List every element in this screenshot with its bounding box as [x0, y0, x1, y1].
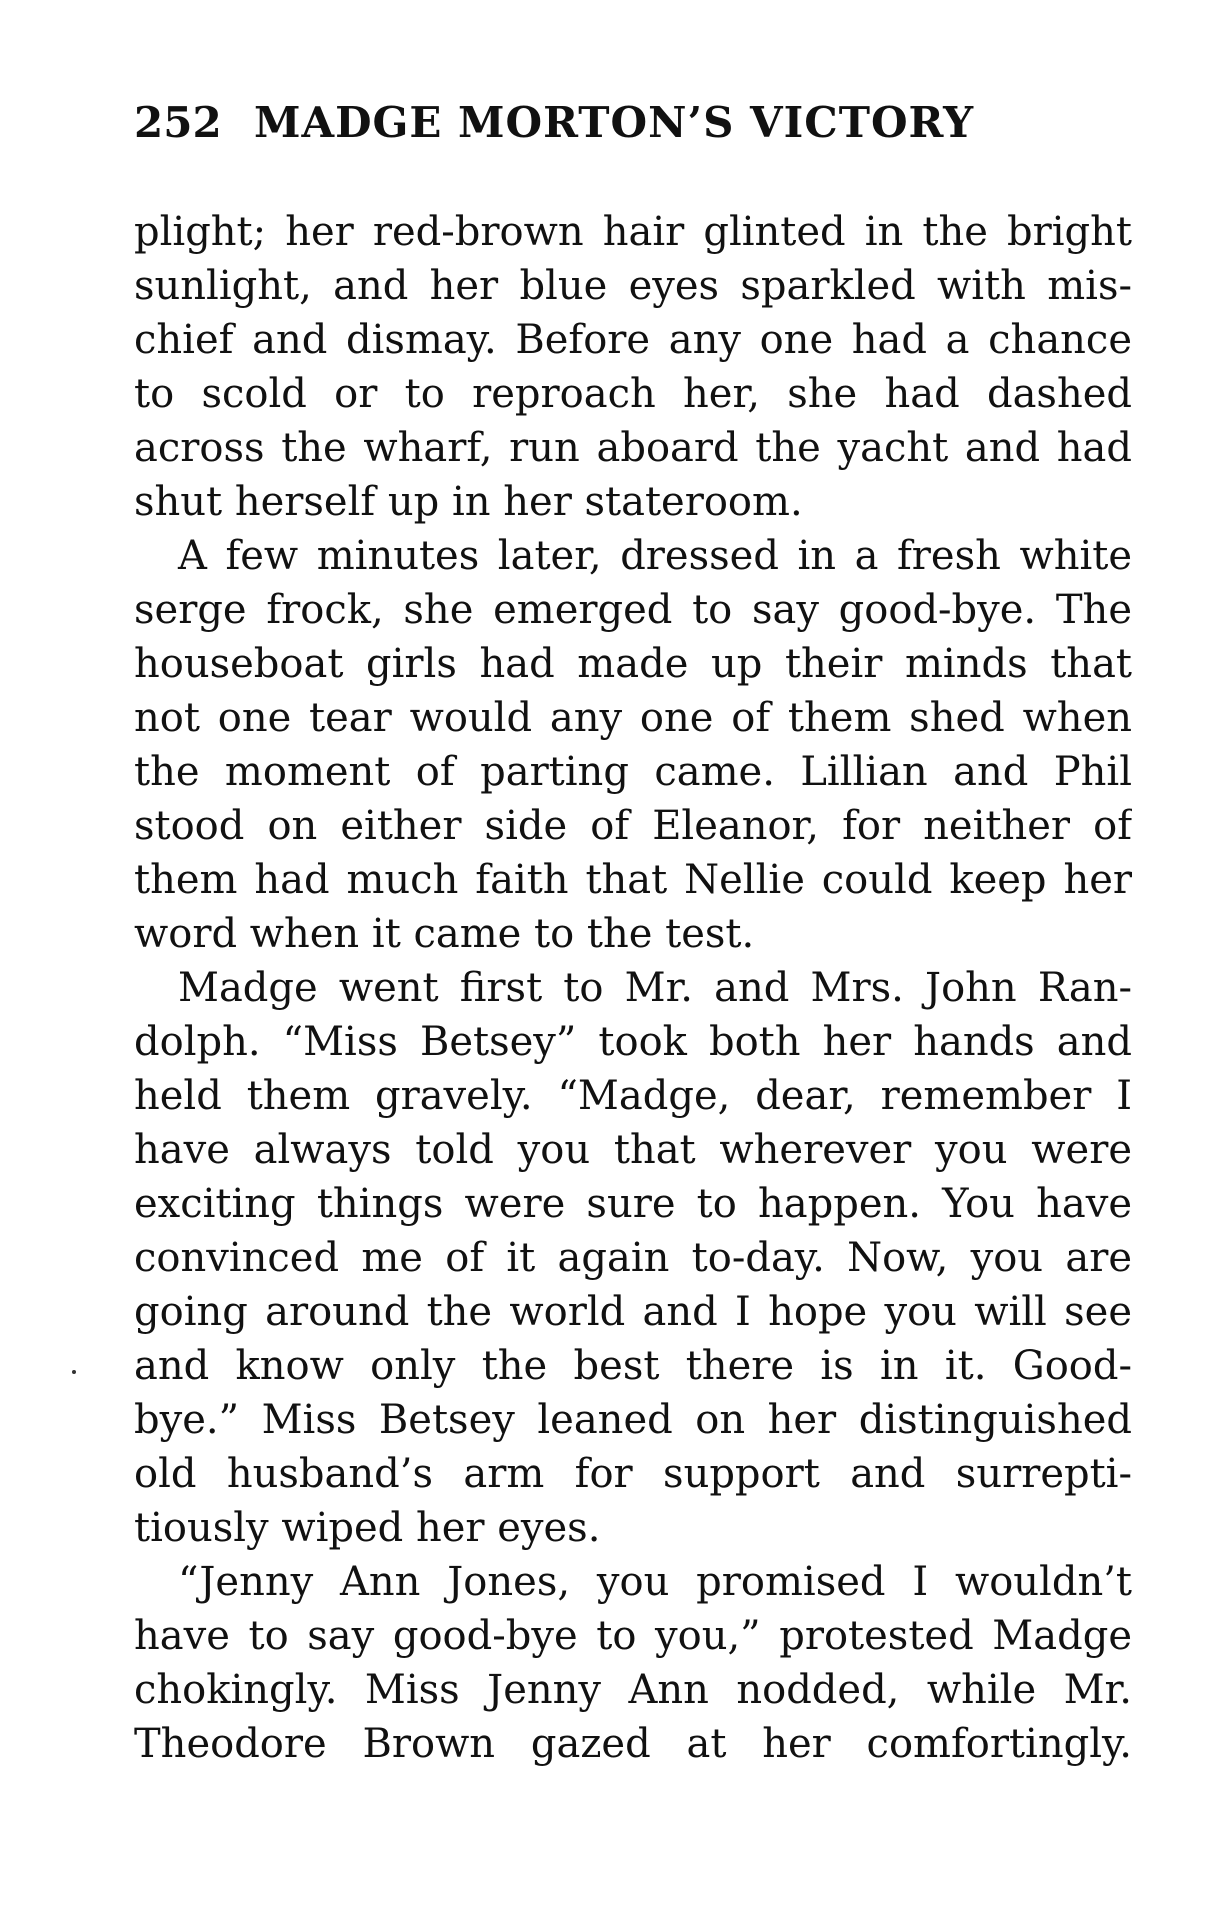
page-number: 252 [134, 98, 222, 147]
text-line: and know only the best there is in it. Good- [134, 1343, 1132, 1389]
text-line: have always told you that wherever you were [134, 1127, 1132, 1173]
print-speck [72, 1370, 76, 1374]
text-line: dolph. “Miss Betsey” took both her hands and [134, 1019, 1132, 1065]
text-line: chokingly. Miss Jenny Ann nodded, while Mr. [134, 1667, 1132, 1713]
text-line: them had much faith that Nellie could keep her [134, 857, 1132, 903]
text-line: word when it came to the test. [134, 911, 755, 957]
text-line: bye.” Miss Betsey leaned on her distinguished [134, 1397, 1132, 1443]
text-line: convinced me of it again to-day. Now, you are [134, 1235, 1132, 1281]
text-line: tiously wiped her eyes. [134, 1505, 601, 1551]
text-line: old husband’s arm for support and surrepti- [134, 1451, 1132, 1497]
text-line: shut herself up in her stateroom. [134, 479, 803, 525]
text-line: houseboat girls had made up their minds that [134, 641, 1132, 687]
text-line: going around the world and I hope you will see [134, 1289, 1132, 1335]
running-head [134, 98, 1114, 158]
text-line: serge frock, she emerged to say good-bye. The [134, 587, 1132, 633]
text-line: exciting things were sure to happen. You have [134, 1181, 1132, 1227]
text-line: across the wharf, run aboard the yacht and had [134, 425, 1132, 471]
text-line: the moment of parting came. Lillian and Phil [134, 749, 1132, 795]
text-line: stood on either side of Eleanor, for neither of [134, 803, 1132, 849]
text-line: Madge went first to Mr. and Mrs. John Ran- [178, 965, 1132, 1011]
body-text [134, 205, 1132, 1771]
text-line: “Jenny Ann Jones, you promised I wouldn’t [178, 1559, 1132, 1605]
text-line: Theodore Brown gazed at her comfortingly. [134, 1721, 1132, 1767]
text-line: not one tear would any one of them shed when [134, 695, 1132, 741]
text-line: A few minutes later, dressed in a fresh white [178, 533, 1132, 579]
text-line: have to say good-bye to you,” protested Madge [134, 1613, 1132, 1659]
text-line: sunlight, and her blue eyes sparkled with mis- [134, 263, 1132, 309]
text-line: held them gravely. “Madge, dear, remember I [134, 1073, 1132, 1119]
text-line: to scold or to reproach her, she had dashed [134, 371, 1132, 417]
text-line: plight; her red-brown hair glinted in the bright [134, 209, 1132, 255]
text-line: chief and dismay. Before any one had a chance [134, 317, 1132, 363]
running-title: MADGE MORTON’S VICTORY [254, 98, 975, 147]
